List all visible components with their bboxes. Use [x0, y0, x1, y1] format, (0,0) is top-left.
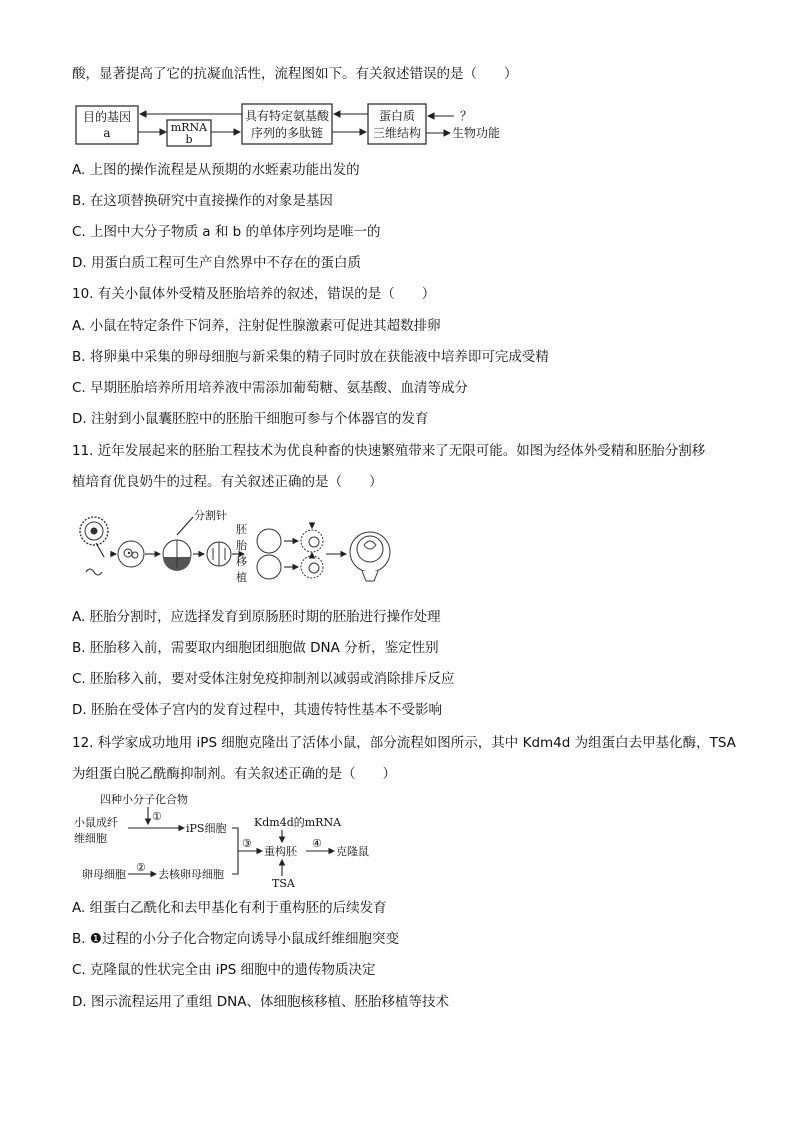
q10-option-d: D. 注射到小鼠囊胚腔中的胚胎干细胞可参与个体器官的发育 — [72, 411, 429, 427]
uterus-icon — [350, 532, 390, 581]
svg-text:三维结构: 三维结构 — [372, 126, 422, 140]
q11-embryo-diagram — [76, 505, 416, 585]
svg-text:蛋白质: 蛋白质 — [378, 109, 416, 123]
svg-text:移: 移 — [236, 555, 247, 568]
svg-text:mRNA: mRNA — [170, 121, 208, 134]
svg-text:分割针: 分割针 — [194, 509, 227, 522]
svg-text:去核卵母细胞: 去核卵母细胞 — [158, 868, 224, 881]
svg-text:重构胚: 重构胚 — [264, 845, 297, 858]
svg-text:克隆鼠: 克隆鼠 — [336, 845, 369, 858]
q10-option-a: A. 小鼠在特定条件下饲养，注射促性腺激素可促进其超数排卵 — [72, 318, 441, 334]
svg-text:a: a — [103, 126, 111, 140]
svg-text:具有特定氨基酸: 具有特定氨基酸 — [244, 109, 330, 123]
svg-text:③: ③ — [242, 837, 252, 850]
svg-text:胎: 胎 — [236, 539, 247, 552]
svg-text:小鼠成纤: 小鼠成纤 — [74, 816, 118, 829]
q9-option-a: A. 上图的操作流程是从预期的水蛭素功能出发的 — [72, 162, 360, 178]
q12-flow-diagram — [72, 792, 392, 892]
q10-stem: 10. 有关小鼠体外受精及胚胎培养的叙述，错误的是（ ） — [72, 286, 436, 302]
q9-option-c: C. 上图中大分子物质 a 和 b 的单体序列均是唯一的 — [72, 224, 381, 240]
q12-option-c: C. 克隆鼠的性状完全由 iPS 细胞中的遗传物质决定 — [72, 962, 376, 978]
split-needle — [177, 517, 193, 535]
svg-text:卵母细胞: 卵母细胞 — [82, 868, 126, 881]
svg-text:目的基因: 目的基因 — [82, 110, 132, 124]
oocyte-icon — [80, 517, 108, 545]
split-embryo-icon — [207, 542, 231, 566]
svg-text:TSA: TSA — [272, 877, 295, 890]
svg-text:序列的多肽链: 序列的多肽链 — [250, 126, 324, 140]
svg-text:①: ① — [152, 810, 162, 823]
q12-option-b: B. ❶过程的小分子化合物定向诱导小鼠成纤维细胞突变 — [72, 931, 399, 947]
svg-text:植: 植 — [236, 571, 247, 584]
svg-text:b: b — [185, 133, 193, 146]
sperm-icon — [86, 569, 102, 575]
q11-option-a: A. 胚胎分割时，应选择发育到原肠胚时期的胚胎进行操作处理 — [72, 609, 441, 625]
svg-text:Kdm4d的mRNA: Kdm4d的mRNA — [254, 816, 342, 829]
svg-text:②: ② — [136, 861, 146, 874]
zygote-icon — [118, 541, 144, 567]
svg-text:生物功能: 生物功能 — [452, 126, 501, 140]
q9-option-b: B. 在这项替换研究中直接操作的对象是基因 — [72, 193, 333, 209]
q9-flow-diagram — [74, 102, 534, 150]
svg-text:④: ④ — [312, 837, 322, 850]
blastocyst-icon — [163, 540, 191, 571]
q12-stem-line2: 为组蛋白脱乙酰酶抑制剂。有关叙述正确的是（ ） — [72, 766, 396, 782]
q12-option-d: D. 图示流程运用了重组 DNA、体细胞核移植、胚胎移植等技术 — [72, 994, 449, 1010]
q11-option-b: B. 胚胎移入前，需要取内细胞团细胞做 DNA 分析，鉴定性别 — [72, 640, 439, 656]
half-embryos-icon — [257, 529, 281, 579]
q11-option-c: C. 胚胎移入前，要对受体注射免疫抑制剂以减弱或消除排斥反应 — [72, 671, 455, 687]
svg-text:维细胞: 维细胞 — [74, 832, 107, 845]
q12-option-a: A. 组蛋白乙酰化和去甲基化有利于重构胚的后续发育 — [72, 900, 387, 916]
q12-stem-line1: 12. 科学家成功地用 iPS 细胞克隆出了活体小鼠，部分流程如图所示，其中 Kdm4d 为组蛋白去甲基化酶，TSA — [72, 735, 736, 751]
q10-option-c: C. 早期胚胎培养所用培养液中需添加葡萄糖、氨基酸、血清等成分 — [72, 380, 469, 396]
svg-text:？: ？ — [460, 109, 473, 123]
svg-text:胚: 胚 — [236, 523, 247, 536]
svg-text:四种小分子化合物: 四种小分子化合物 — [100, 793, 188, 806]
q10-option-b: B. 将卵巢中采集的卵母细胞与新采集的精子同时放在获能液中培养即可完成受精 — [72, 349, 549, 365]
q11-stem-line1: 11. 近年发展起来的胚胎工程技术为优良种畜的快速繁殖带来了无限可能。如图为经体外受精和胚胎分割移 — [72, 443, 706, 459]
q11-stem-line2: 植培育优良奶牛的过程。有关叙述正确的是（ ） — [72, 474, 383, 490]
q9-stem: 酸，显著提高了它的抗凝血活性，流程图如下。有关叙述错误的是（ ） — [72, 66, 518, 82]
svg-text:iPS细胞: iPS细胞 — [186, 822, 227, 835]
q9-option-d: D. 用蛋白质工程可生产自然界中不存在的蛋白质 — [72, 255, 361, 271]
q11-option-d: D. 胚胎在受体子宫内的发育过程中，其遗传特性基本不受影响 — [72, 702, 442, 718]
